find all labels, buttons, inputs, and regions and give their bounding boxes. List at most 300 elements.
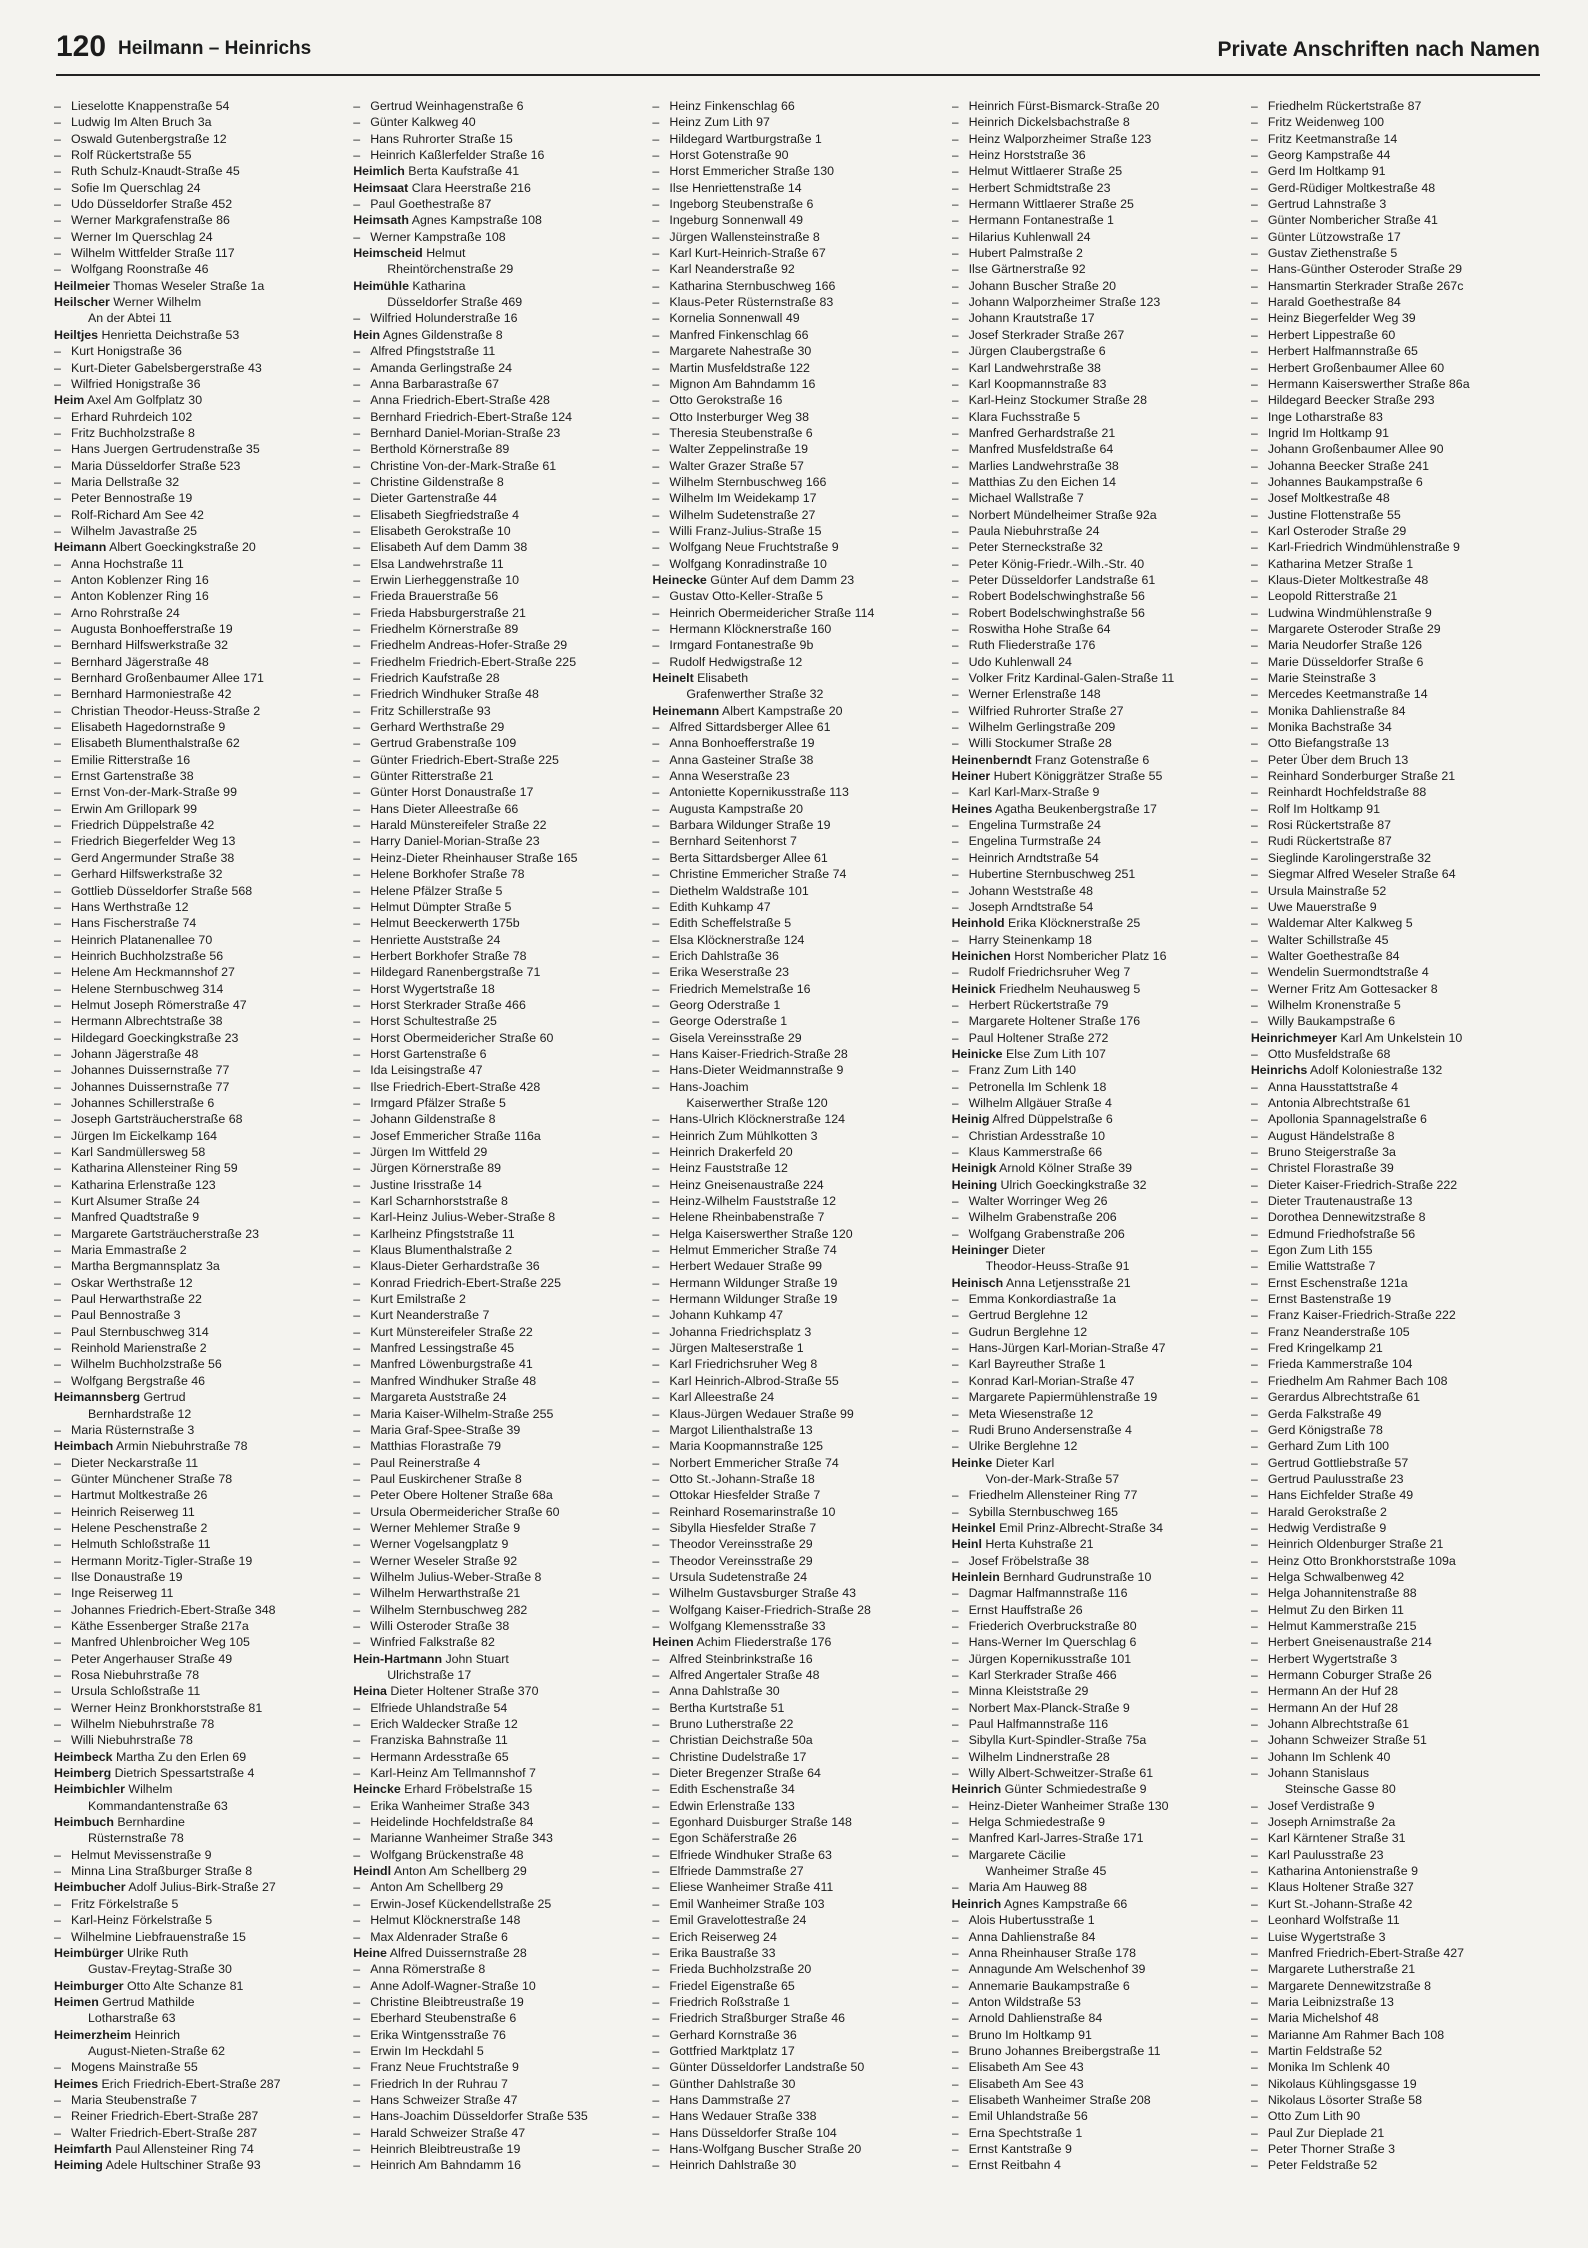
directory-entry: – Josef Moltkestraße 48	[1251, 490, 1542, 506]
directory-entry: Heimbichler Wilhelm	[54, 1782, 173, 1797]
directory-entry: – Karl Heinrich-Albrod-Straße 55	[652, 1373, 943, 1389]
directory-entry: – Helmut Emmericher Straße 74	[652, 1242, 943, 1258]
directory-entry: – Barbara Wildunger Straße 19	[652, 817, 943, 833]
directory-entry: – Manfred Windhuker Straße 48	[353, 1373, 644, 1389]
running-head-left: Heilmann – Heinrichs	[118, 38, 312, 59]
directory-entry: – Anton Wildstraße 53	[952, 1994, 1243, 2010]
directory-entry: – Wilhelm Sudetenstraße 27	[652, 507, 943, 523]
directory-entry: – Martin Feldstraße 52	[1251, 2043, 1542, 2059]
directory-entry: – Margarete Lutherstraße 21	[1251, 1961, 1542, 1977]
directory-entry: – Ingeborg Steubenstraße 6	[652, 196, 943, 212]
directory-entry: – Erich Dahlstraße 36	[652, 948, 943, 964]
page-number: 120	[56, 30, 107, 63]
directory-entry: – Herbert Großenbaumer Allee 60	[1251, 360, 1542, 376]
directory-entry: – Katharina Sternbuschweg 166	[652, 278, 943, 294]
directory-entry: – Friedhelm Rückertstraße 87	[1251, 98, 1542, 114]
directory-entry: – Wilhelmine Liebfrauenstraße 15	[54, 1929, 345, 1945]
surname-heading: Heimann	[54, 540, 107, 555]
directory-entry: – Leonhard Wolfstraße 11	[1251, 1912, 1542, 1928]
directory-entry: – Johannes Friedrich-Ebert-Straße 348	[54, 1602, 345, 1618]
directory-entry: – Elisabeth Am See 43	[952, 2076, 1243, 2092]
directory-entry: – Sybilla Sternbuschweg 165	[952, 1504, 1243, 1520]
directory-entry: Heinig Alfred Düppelstraße 6	[951, 1112, 1113, 1127]
directory-entry: – Anna Hochstraße 11	[54, 556, 345, 572]
directory-entry: – Wilhelm Herwarthstraße 21	[353, 1585, 644, 1601]
directory-entry: – Klaus Kammerstraße 66	[952, 1144, 1243, 1160]
directory-entry: – Kurt Alsumer Straße 24	[54, 1193, 345, 1209]
directory-entry: – Siegmar Alfred Weseler Straße 64	[1251, 866, 1542, 882]
directory-entry: – Johann Jägerstraße 48	[54, 1046, 345, 1062]
directory-entry: – Erika Wintgensstraße 76	[353, 2027, 644, 2043]
surname-heading: Heilscher	[54, 295, 110, 310]
directory-entry: – Rolf Im Holtkamp 91	[1251, 801, 1542, 817]
directory-entry: – Ulrike Berglehne 12	[952, 1438, 1243, 1454]
directory-entry: – Horst Wygertstraße 18	[353, 981, 644, 997]
directory-entry: – Helmuth Schloßstraße 11	[54, 1536, 345, 1552]
page-header	[56, 30, 1540, 76]
directory-entry: – Herbert Lippestraße 60	[1251, 327, 1542, 343]
directory-entry: – Karl Bayreuther Straße 1	[952, 1356, 1243, 1372]
directory-entry: – Herbert Wygertstraße 3	[1251, 1651, 1542, 1667]
directory-entry: – Christine Von-der-Mark-Straße 61	[353, 458, 644, 474]
directory-entry: – Karl Kärntener Straße 31	[1251, 1830, 1542, 1846]
directory-entry: – Hans Dieter Alleestraße 66	[353, 801, 644, 817]
directory-entry: – Engelina Turmstraße 24	[952, 817, 1243, 833]
directory-entry: – Annagunde Am Welschenhof 39	[952, 1961, 1243, 1977]
directory-entry: – Elisabeth Gerokstraße 10	[353, 523, 644, 539]
directory-entry: – Peter Düsseldorfer Landstraße 61	[952, 572, 1243, 588]
surname-heading: Heinke	[951, 1455, 993, 1470]
directory-entry: – Hans-Wolfgang Buscher Straße 20	[652, 2141, 943, 2157]
directory-entry: – Fritz Keetmanstraße 14	[1251, 131, 1542, 147]
directory-entry: Heimerzheim Heinrich	[54, 2027, 181, 2042]
surname-heading: Heininger	[951, 1243, 1009, 1258]
directory-entry: – Gisela Vereinsstraße 29	[652, 1030, 943, 1046]
directory-entry: Heimscheid Helmut	[353, 246, 466, 261]
surname-heading: Heimsaat	[353, 180, 409, 195]
directory-entry: – Klara Fuchsstraße 5	[952, 409, 1243, 425]
directory-entry: – Marie Steinstraße 3	[1251, 670, 1542, 686]
directory-entry: – Monika Bachstraße 34	[1251, 719, 1542, 735]
column-4	[952, 98, 1243, 2233]
directory-entry: – Augusta Kampstraße 20	[652, 801, 943, 817]
directory-entry: – Eliese Wanheimer Straße 411	[652, 1879, 943, 1895]
directory-entry: – Helene Sternbuschweg 314	[54, 981, 345, 997]
directory-entry: – Amanda Gerlingstraße 24	[353, 360, 644, 376]
directory-entry: – Hildegard Beecker Straße 293	[1251, 392, 1542, 408]
directory-entry: – Hermann Moritz-Tigler-Straße 19	[54, 1553, 345, 1569]
column-3	[652, 98, 943, 2233]
directory-entry: – Eberhard Steubenstraße 6	[353, 2010, 644, 2026]
directory-entry: – Michael Wallstraße 7	[952, 490, 1243, 506]
directory-entry: – Helmut Beeckerwerth 175b	[353, 915, 644, 931]
directory-entry: – Heinrich Dahlstraße 30	[652, 2157, 943, 2173]
directory-entry: – Helmut Wittlaerer Straße 25	[952, 163, 1243, 179]
surname-heading: Heimburger	[54, 1978, 124, 1993]
directory-entry: – Joseph Arndtstraße 54	[952, 899, 1243, 915]
directory-entry: – Christine Gildenstraße 8	[353, 474, 644, 490]
directory-entry: – Fred Kringelkamp 21	[1251, 1340, 1542, 1356]
directory-entry: – Sieglinde Karolingerstraße 32	[1251, 850, 1542, 866]
directory-entry: – Helene Peschenstraße 2	[54, 1520, 345, 1536]
directory-entry: – Manfred Musfeldstraße 64	[952, 441, 1243, 457]
column-1	[54, 98, 345, 2233]
directory-entry: – Elisabeth Hagedornstraße 9	[54, 719, 345, 735]
directory-entry: – Johann Stanislaus	[1251, 1765, 1542, 1781]
directory-entry: – Johann Schweizer Straße 51	[1251, 1732, 1542, 1748]
directory-entry: – Peter Sterneckstraße 32	[952, 539, 1243, 555]
directory-entry: – Ursula Schloßstraße 11	[54, 1683, 345, 1699]
directory-entry: – Hans-Ulrich Klöcknerstraße 124	[652, 1111, 943, 1127]
directory-entry: – Berta Sittardsberger Allee 61	[652, 850, 943, 866]
directory-entry: – Elisabeth Wanheimer Straße 208	[952, 2092, 1243, 2108]
directory-entry: – Elisabeth Blumenthalstraße 62	[54, 735, 345, 751]
directory-entry: – Fritz Buchholzstraße 8	[54, 425, 345, 441]
directory-entry: – Helmut Zu den Birken 11	[1251, 1602, 1542, 1618]
directory-entry: – Gottlieb Düsseldorfer Straße 568	[54, 883, 345, 899]
directory-entry: Heilscher Werner Wilhelm	[54, 295, 202, 310]
directory-entry: – Hansmartin Sterkrader Straße 267c	[1251, 278, 1542, 294]
directory-entry: – Günter Ritterstraße 21	[353, 768, 644, 784]
directory-entry: – Klaus Blumenthalstraße 2	[353, 1242, 644, 1258]
directory-entry: – Maria Koopmannstraße 125	[652, 1438, 943, 1454]
directory-entry: – Irmgard Fontanestraße 9b	[652, 637, 943, 653]
directory-entry: – Werner Mehlemer Straße 9	[353, 1520, 644, 1536]
directory-entry: – Hermann Wildunger Straße 19	[652, 1291, 943, 1307]
directory-entry: – Erich Waldecker Straße 12	[353, 1716, 644, 1732]
directory-entry: – Heinz Otto Bronkhorststraße 109a	[1251, 1553, 1542, 1569]
directory-entry: – Herbert Schmidtstraße 23	[952, 180, 1243, 196]
directory-entry: – Karl Karl-Marx-Straße 9	[952, 784, 1243, 800]
directory-entry: – Harald Schweizer Straße 47	[353, 2125, 644, 2141]
directory-entry: – Petronella Im Schlenk 18	[952, 1079, 1243, 1095]
directory-entry: – Wilhelm Sternbuschweg 166	[652, 474, 943, 490]
directory-entry: – Friedel Eigenstraße 65	[652, 1978, 943, 1994]
directory-entry: Gustav-Freytag-Straße 30	[88, 1962, 232, 1977]
directory-entry: – Hermann Fontanestraße 1	[952, 212, 1243, 228]
surname-heading: Heindl	[353, 1864, 392, 1879]
directory-entry: – Kurt Emilstraße 2	[353, 1291, 644, 1307]
directory-entry: – Udo Düsseldorfer Straße 452	[54, 196, 345, 212]
directory-entry: – Kurt Honigstraße 36	[54, 343, 345, 359]
directory-entry: – Wilhelm Im Weidekamp 17	[652, 490, 943, 506]
directory-entry: – Friedrich Düppelstraße 42	[54, 817, 345, 833]
directory-entry: – Erika Baustraße 33	[652, 1945, 943, 1961]
directory-entry: – Jürgen Im Eickelkamp 164	[54, 1128, 345, 1144]
directory-entry: Heimann Albert Goeckingkstraße 20	[54, 540, 256, 555]
directory-entry: – Hildegard Goeckingkstraße 23	[54, 1030, 345, 1046]
directory-entry: – Theresia Steubenstraße 6	[652, 425, 943, 441]
directory-entry: – Heinz Fauststraße 12	[652, 1160, 943, 1176]
directory-entry: – Heinrich Dickelsbachstraße 8	[952, 114, 1243, 130]
directory-entry: – Franz Neanderstraße 105	[1251, 1324, 1542, 1340]
directory-entry: – Anna Bonhoefferstraße 19	[652, 735, 943, 751]
directory-entry: – Berthold Körnerstraße 89	[353, 441, 644, 457]
directory-columns	[54, 98, 1542, 2233]
directory-entry: – Mignon Am Bahndamm 16	[652, 376, 943, 392]
directory-entry: – Annemarie Baukampstraße 6	[952, 1978, 1243, 1994]
directory-entry: – Johann Albrechtstraße 61	[1251, 1716, 1542, 1732]
directory-entry: – Hans Fischerstraße 74	[54, 915, 345, 931]
directory-entry: – Friedrich Windhuker Straße 48	[353, 686, 644, 702]
directory-entry: Heimbuch Bernhardine	[54, 1815, 185, 1830]
directory-entry: – Matthias Zu den Eichen 14	[952, 474, 1243, 490]
directory-entry: Heimbucher Adolf Julius-Birk-Straße 27	[54, 1880, 276, 1895]
directory-entry: – Heinz Zum Lith 97	[652, 114, 943, 130]
directory-entry: – Frieda Brauerstraße 56	[353, 588, 644, 604]
directory-entry: – Frieda Kammerstraße 104	[1251, 1356, 1542, 1372]
directory-entry: – Sofie Im Querschlag 24	[54, 180, 345, 196]
directory-entry: – Günther Dahlstraße 30	[652, 2076, 943, 2092]
directory-entry: – Hans Wedauer Straße 338	[652, 2108, 943, 2124]
directory-entry: – Klaus Holtener Straße 327	[1251, 1879, 1542, 1895]
directory-entry: – Gertrud Weinhagenstraße 6	[353, 98, 644, 114]
directory-entry: – Dieter Neckarstraße 11	[54, 1455, 345, 1471]
surname-heading: Heinigk	[951, 1161, 997, 1176]
directory-entry: – Wilhelm Grabenstraße 206	[952, 1209, 1243, 1225]
directory-entry: – Paul Holtener Straße 272	[952, 1030, 1243, 1046]
directory-entry: – Erwin Lierheggenstraße 10	[353, 572, 644, 588]
directory-entry: – Maria Am Hauweg 88	[952, 1879, 1243, 1895]
directory-entry: – Reinhardt Hochfeldstraße 88	[1251, 784, 1542, 800]
directory-entry: – Leopold Ritterstraße 21	[1251, 588, 1542, 604]
surname-heading: Heimen	[54, 1994, 99, 2009]
directory-entry: – Hilarius Kuhlenwall 24	[952, 229, 1243, 245]
directory-entry: – Hermann Albrechtstraße 38	[54, 1013, 345, 1029]
directory-entry: Bernhardstraße 12	[88, 1406, 192, 1421]
directory-entry: – Werner Fritz Am Gottesacker 8	[1251, 981, 1542, 997]
directory-entry: – Walter Worringer Weg 26	[952, 1193, 1243, 1209]
directory-entry: – Ilse Friedrich-Ebert-Straße 428	[353, 1079, 644, 1095]
directory-entry: – Emil Uhlandstraße 56	[952, 2108, 1243, 2124]
directory-entry: – Werner Markgrafenstraße 86	[54, 212, 345, 228]
directory-entry: – Elsa Klöcknerstraße 124	[652, 932, 943, 948]
directory-entry: – Paul Herwarthstraße 22	[54, 1291, 345, 1307]
directory-entry: Heimen Gertrud Mathilde	[54, 1994, 195, 2009]
directory-entry: – Manfred Uhlenbroicher Weg 105	[54, 1634, 345, 1650]
directory-entry: – Ingeburg Sonnenwall 49	[652, 212, 943, 228]
directory-entry: – Bernhard Seitenhorst 7	[652, 833, 943, 849]
directory-entry: – Karl Paulusstraße 23	[1251, 1847, 1542, 1863]
surname-heading: Heinig	[951, 1112, 990, 1127]
directory-entry: – Harry Daniel-Morian-Straße 23	[353, 833, 644, 849]
directory-entry: Heinrichmeyer Karl Am Unkelstein 10	[1250, 1030, 1463, 1045]
directory-entry: – Edith Scheffelstraße 5	[652, 915, 943, 931]
directory-entry: Rheintörchenstraße 29	[387, 262, 514, 277]
directory-entry: – Harald Münstereifeler Straße 22	[353, 817, 644, 833]
directory-entry: – Johann Gildenstraße 8	[353, 1111, 644, 1127]
directory-entry: – Manfred Löwenburgstraße 41	[353, 1356, 644, 1372]
directory-entry: Heimes Erich Friedrich-Ebert-Straße 287	[54, 2076, 281, 2091]
directory-entry: – Inge Reiserweg 11	[54, 1585, 345, 1601]
directory-entry: – Josef Fröbelstraße 38	[952, 1553, 1243, 1569]
directory-entry: – Lieselotte Knappenstraße 54	[54, 98, 345, 114]
directory-entry: Heininger Dieter	[951, 1243, 1046, 1258]
directory-entry: – Katharina Antonienstraße 9	[1251, 1863, 1542, 1879]
directory-entry: – Karl Sandmüllersweg 58	[54, 1144, 345, 1160]
directory-entry: – Alfred Pfingststraße 11	[353, 343, 644, 359]
directory-entry: – Jürgen Wallensteinstraße 8	[652, 229, 943, 245]
directory-entry: – Oswald Gutenbergstraße 12	[54, 131, 345, 147]
directory-entry: – Heinrich Fürst-Bismarck-Straße 20	[952, 98, 1243, 114]
directory-entry: – Herbert Rückertstraße 79	[952, 997, 1243, 1013]
directory-entry: – Matthias Florastraße 79	[353, 1438, 644, 1454]
directory-entry: – Heinz Walporzheimer Straße 123	[952, 131, 1243, 147]
directory-entry: – Ernst Bastenstraße 19	[1251, 1291, 1542, 1307]
directory-entry: – Ernst Reitbahn 4	[952, 2157, 1243, 2173]
directory-entry: Heinicke Else Zum Lith 107	[951, 1046, 1106, 1061]
directory-entry: – Paul Zur Dieplade 21	[1251, 2125, 1542, 2141]
directory-entry: – Norbert Mündelheimer Straße 92a	[952, 507, 1243, 523]
directory-entry: – Heinrich Buchholzstraße 56	[54, 948, 345, 964]
directory-entry: – Gottfried Marktplatz 17	[652, 2043, 943, 2059]
directory-entry: – Wolfgang Neue Fruchtstraße 9	[652, 539, 943, 555]
directory-entry: Rüsternstraße 78	[88, 1831, 184, 1846]
column-5	[1251, 98, 1542, 2233]
directory-entry: Hein Agnes Gildenstraße 8	[353, 327, 503, 342]
directory-entry: – Hans Juergen Gertrudenstraße 35	[54, 441, 345, 457]
directory-entry: – Emma Konkordiastraße 1a	[952, 1291, 1243, 1307]
directory-entry: Heim Axel Am Golfplatz 30	[54, 393, 203, 408]
directory-entry: – Otto Biefangstraße 13	[1251, 735, 1542, 751]
directory-entry: – Fritz Weidenweg 100	[1251, 114, 1542, 130]
directory-entry: Heines Agatha Beukenbergstraße 17	[951, 801, 1157, 816]
directory-entry: – Paul Goethestraße 87	[353, 196, 644, 212]
directory-entry: – Heinrich Reiserweg 11	[54, 1504, 345, 1520]
directory-entry: – Gerardus Albrechtstraße 61	[1251, 1389, 1542, 1405]
directory-entry: Heinenberndt Franz Gotenstraße 6	[951, 752, 1150, 767]
surname-heading: Heimfarth	[54, 2141, 112, 2156]
directory-entry: – Gerhard Zum Lith 100	[1251, 1438, 1542, 1454]
directory-entry: – Maria Düsseldorfer Straße 523	[54, 458, 345, 474]
directory-entry: – Heinz-Dieter Wanheimer Straße 130	[952, 1798, 1243, 1814]
directory-entry: Düsseldorfer Straße 469	[387, 295, 523, 310]
directory-entry: – Helmut Joseph Römerstraße 47	[54, 997, 345, 1013]
directory-entry: – Bruno Im Holtkamp 91	[952, 2027, 1243, 2043]
directory-entry: – Karl-Heinz Stockumer Straße 28	[952, 392, 1243, 408]
directory-entry: – Margarete Dennewitzstraße 8	[1251, 1978, 1542, 1994]
directory-entry: – Josef Sterkrader Straße 267	[952, 327, 1243, 343]
directory-entry: – Friedrich Memelstraße 16	[652, 981, 943, 997]
directory-entry: – Jürgen Malteserstraße 1	[652, 1340, 943, 1356]
directory-entry: Heina Dieter Holtener Straße 370	[353, 1684, 539, 1699]
directory-entry: – Werner Heinz Bronkhorststraße 81	[54, 1700, 345, 1716]
directory-entry: – Alfred Angertaler Straße 48	[652, 1667, 943, 1683]
directory-entry: Heinelt Elisabeth	[652, 671, 749, 686]
directory-entry: – Paul Bennostraße 3	[54, 1307, 345, 1323]
directory-entry: – Otto Insterburger Weg 38	[652, 409, 943, 425]
directory-entry: – Hans-Dieter Weidmannstraße 9	[652, 1062, 943, 1078]
directory-entry: – Willi Osteroder Straße 38	[353, 1618, 644, 1634]
directory-entry: – Frieda Buchholzstraße 20	[652, 1961, 943, 1977]
directory-entry: – Wilhelm Buchholzstraße 56	[54, 1356, 345, 1372]
directory-entry: – Alfred Sittardsberger Allee 61	[652, 719, 943, 735]
surname-heading: Heimbichler	[54, 1782, 125, 1797]
directory-entry: – Ursula Mainstraße 52	[1251, 883, 1542, 899]
surname-heading: Heimbuch	[54, 1815, 114, 1830]
directory-entry: – Peter Thorner Straße 3	[1251, 2141, 1542, 2157]
directory-entry: – Hildegard Wartburgstraße 1	[652, 131, 943, 147]
directory-entry: – Heinrich Am Bahndamm 16	[353, 2157, 644, 2173]
directory-entry: – Diethelm Waldstraße 101	[652, 883, 943, 899]
directory-entry: – Heinz-Wilhelm Fauststraße 12	[652, 1193, 943, 1209]
directory-entry: – Gerd Königstraße 78	[1251, 1422, 1542, 1438]
directory-entry: – Katharina Erlenstraße 123	[54, 1177, 345, 1193]
directory-entry: – Karl Landwehrstraße 38	[952, 360, 1243, 376]
directory-entry: – Antoniette Kopernikusstraße 113	[652, 784, 943, 800]
directory-entry: – Helene Borkhofer Straße 78	[353, 866, 644, 882]
directory-entry: – Hedwig Verdistraße 9	[1251, 1520, 1542, 1536]
directory-entry: Heimühle Katharina	[353, 278, 466, 293]
directory-entry: – Wolfgang Grabenstraße 206	[952, 1226, 1243, 1242]
directory-entry: Kommandantenstraße 63	[88, 1798, 228, 1813]
directory-entry: – Norbert Emmericher Straße 74	[652, 1455, 943, 1471]
directory-entry: – Franz Neue Fruchtstraße 9	[353, 2059, 644, 2075]
directory-entry: – Oskar Werthstraße 12	[54, 1275, 345, 1291]
directory-entry: – Heinrich Obermeidericher Straße 114	[652, 605, 943, 621]
directory-entry: – Justine Flottenstraße 55	[1251, 507, 1542, 523]
directory-entry: – Gustav Otto-Keller-Straße 5	[652, 588, 943, 604]
directory-entry: Heiming Adele Hultschiner Straße 93	[54, 2158, 261, 2173]
directory-entry: – Margarete Papiermühlenstraße 19	[952, 1389, 1243, 1405]
directory-entry: – Gerd Im Holtkamp 91	[1251, 163, 1542, 179]
directory-entry: – Karl-Heinz Am Tellmannshof 7	[353, 1765, 644, 1781]
directory-entry: – Elsa Landwehrstraße 11	[353, 556, 644, 572]
surname-heading: Heina	[353, 1684, 387, 1699]
directory-entry: – Karl-Friedrich Windmühlenstraße 9	[1251, 539, 1542, 555]
directory-entry: – Hartmut Moltkestraße 26	[54, 1487, 345, 1503]
directory-entry: – Walter Goethestraße 84	[1251, 948, 1542, 964]
directory-entry: – Gerda Falkstraße 49	[1251, 1406, 1542, 1422]
surname-heading: Heines	[951, 801, 993, 816]
directory-entry: – Hans Kaiser-Friedrich-Straße 28	[652, 1046, 943, 1062]
directory-entry: – Gertrud Paulusstraße 23	[1251, 1471, 1542, 1487]
directory-entry: Heimsaat Clara Heerstraße 216	[353, 180, 531, 195]
directory-entry: – Maria Leibnizstraße 13	[1251, 1994, 1542, 2010]
directory-entry: – Maria Neudorfer Straße 126	[1251, 637, 1542, 653]
directory-entry: – Hermann Klöcknerstraße 160	[652, 621, 943, 637]
directory-entry: – Hermann An der Huf 28	[1251, 1683, 1542, 1699]
directory-entry: – Herbert Borkhofer Straße 78	[353, 948, 644, 964]
directory-entry: – Karl Friedrichsruher Weg 8	[652, 1356, 943, 1372]
directory-entry: – Josef Verdistraße 9	[1251, 1798, 1542, 1814]
directory-entry: Heinick Friedhelm Neuhausweg 5	[951, 981, 1141, 996]
directory-entry: – Roswitha Hohe Straße 64	[952, 621, 1243, 637]
directory-entry: – Herbert Halfmannstraße 65	[1251, 343, 1542, 359]
directory-entry: – Wilfried Honigstraße 36	[54, 376, 345, 392]
directory-entry: – Franz Kaiser-Friedrich-Straße 222	[1251, 1307, 1542, 1323]
directory-entry: – Hildegard Ranenbergstraße 71	[353, 964, 644, 980]
directory-entry: – Paul Euskirchener Straße 8	[353, 1471, 644, 1487]
directory-entry: – Sibylla Hiesfelder Straße 7	[652, 1520, 943, 1536]
directory-entry: – Helmut Kammerstraße 215	[1251, 1618, 1542, 1634]
directory-entry: – Erika Wanheimer Straße 343	[353, 1798, 644, 1814]
directory-entry: – Werner Kampstraße 108	[353, 229, 644, 245]
directory-entry: – Mercedes Keetmanstraße 14	[1251, 686, 1542, 702]
surname-heading: Heinrichmeyer	[1250, 1030, 1337, 1045]
directory-entry: Grafenwerther Straße 32	[686, 687, 824, 702]
directory-entry: – Hans Düsseldorfer Straße 104	[652, 2125, 943, 2141]
directory-entry: – Kurt St.-Johann-Straße 42	[1251, 1896, 1542, 1912]
directory-entry: Heimburger Otto Alte Schanze 81	[54, 1978, 244, 1993]
directory-entry: Heimfarth Paul Allensteiner Ring 74	[54, 2141, 254, 2156]
directory-entry: Heinhold Erika Klöcknerstraße 25	[951, 916, 1141, 931]
surname-heading: Heimühle	[353, 278, 409, 293]
directory-entry: – Wendelin Suermondtstraße 4	[1251, 964, 1542, 980]
directory-entry: – Johanna Beecker Straße 241	[1251, 458, 1542, 474]
directory-entry: – Margarete Holtener Straße 176	[952, 1013, 1243, 1029]
directory-entry: – Margarete Cäcilie	[952, 1847, 1243, 1863]
